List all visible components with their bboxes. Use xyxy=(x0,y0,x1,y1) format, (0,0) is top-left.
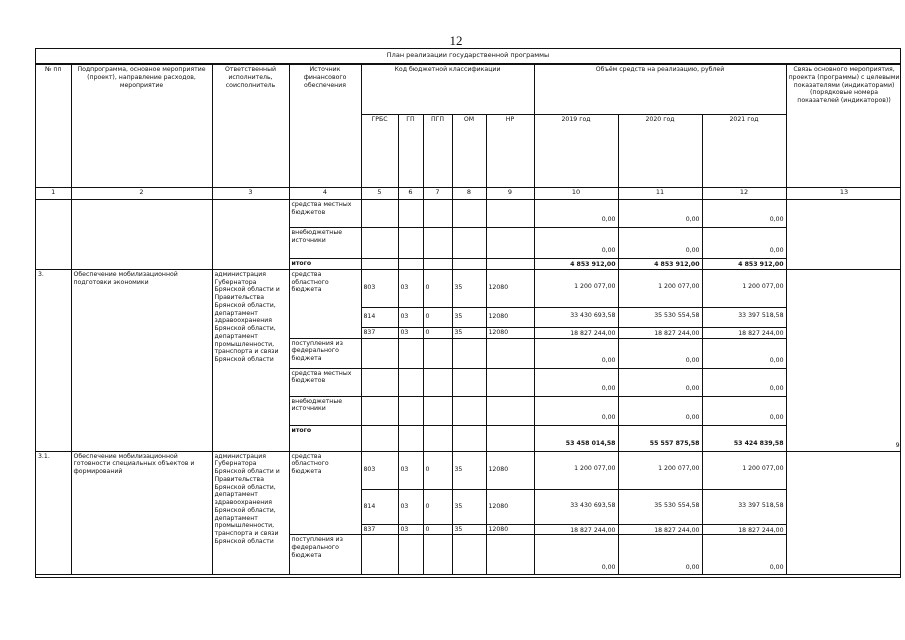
value-cell: 0,00 xyxy=(534,228,618,259)
value-cell: 0,00 xyxy=(534,338,618,368)
gp-cell: 03 xyxy=(398,451,423,489)
om-cell: 35 xyxy=(452,489,486,524)
header-num: № пп xyxy=(36,65,71,188)
source-extra: внебюджетные источники xyxy=(289,396,361,425)
gp-cell: 03 xyxy=(398,327,423,338)
value-cell: 0,00 xyxy=(534,200,618,228)
value-cell: 33 397 518,58 xyxy=(702,307,786,327)
column-number: 8 xyxy=(452,188,486,200)
value-cell: 1 200 077,00 xyxy=(702,451,786,489)
item-name: Обеспечение мобилизационной подготовки экономики xyxy=(71,269,212,451)
value-cell: 0,00 xyxy=(534,368,618,396)
header-row-1 xyxy=(36,65,901,115)
column-number: 9 xyxy=(486,188,534,200)
value-cell: 1 200 077,00 xyxy=(702,269,786,307)
value-cell: 0,00 xyxy=(618,338,702,368)
header-year-2019: 2019 год xyxy=(534,115,618,188)
source-federal: поступления из федерального бюджета xyxy=(289,535,361,575)
item-responsible: администрация Губернатора Брянской области и Правительства Брянской области, департамент здравоохранения Брянской области, департамент промышленности, транспорта и связи Брянской области xyxy=(212,451,289,575)
column-number: 13 xyxy=(786,188,901,200)
pgp-cell: 0 xyxy=(423,269,452,307)
plan-title: План реализации государственной программы xyxy=(36,49,900,64)
pgp-cell: 0 xyxy=(423,307,452,327)
total-value: 4 853 912,00 xyxy=(618,259,702,270)
value-cell: 1 200 077,00 xyxy=(534,451,618,489)
source-local: средства местных бюджетов xyxy=(289,200,361,228)
item-name: Обеспечение мобилизационной готовности специальных объектов и формирований xyxy=(71,451,212,575)
om-cell: 35 xyxy=(452,327,486,338)
nr-cell: 12080 xyxy=(486,489,534,524)
nr-cell: 12080 xyxy=(486,327,534,338)
source-federal: поступления из федерального бюджета xyxy=(289,338,361,368)
column-number: 7 xyxy=(423,188,452,200)
value-cell: 0,00 xyxy=(618,535,702,575)
grbs-cell: 803 xyxy=(361,269,398,307)
total-value: 55 557 875,58 xyxy=(618,425,702,451)
header-source: Источник финансового обеспечения xyxy=(289,65,361,188)
column-number: 4 xyxy=(289,188,361,200)
source-regional: средства областного бюджета xyxy=(289,451,361,535)
nr-cell: 12080 xyxy=(486,524,534,535)
value-cell: 0,00 xyxy=(618,228,702,259)
value-cell: 0,00 xyxy=(702,368,786,396)
page-number: 12 xyxy=(449,33,463,48)
column-number: 3 xyxy=(212,188,289,200)
header-responsible: Ответственный исполнитель, соисполнитель xyxy=(212,65,289,188)
indicator-number: 9 xyxy=(786,269,901,451)
header-budget-code: Код бюджетной классификации xyxy=(361,65,534,115)
header-year-2021: 2021 год xyxy=(702,115,786,188)
source-regional: средства областного бюджета xyxy=(289,269,361,338)
value-cell: 18 827 244,00 xyxy=(702,524,786,535)
value-cell: 0,00 xyxy=(618,396,702,425)
source-local: средства местных бюджетов xyxy=(289,368,361,396)
column-number: 5 xyxy=(361,188,398,200)
value-cell: 0,00 xyxy=(702,200,786,228)
gp-cell: 03 xyxy=(398,269,423,307)
pgp-cell: 0 xyxy=(423,327,452,338)
header-nr: НР xyxy=(486,115,534,188)
value-cell: 18 827 244,00 xyxy=(618,524,702,535)
value-cell: 1 200 077,00 xyxy=(618,269,702,307)
value-cell: 18 827 244,00 xyxy=(702,327,786,338)
total-label: итого xyxy=(289,425,361,451)
nr-cell: 12080 xyxy=(486,307,534,327)
value-cell: 33 430 693,58 xyxy=(534,489,618,524)
total-label: итого xyxy=(289,259,361,270)
item-number: 3. xyxy=(36,269,71,451)
column-number: 2 xyxy=(71,188,212,200)
gp-cell: 03 xyxy=(398,489,423,524)
gp-cell: 03 xyxy=(398,307,423,327)
column-number: 12 xyxy=(702,188,786,200)
header-pgp: ПГП xyxy=(423,115,452,188)
nr-cell: 12080 xyxy=(486,269,534,307)
om-cell: 35 xyxy=(452,524,486,535)
item-responsible: администрация Губернатора Брянской области и Правительства Брянской области, департамент здравоохранения Брянской области, департамент промышленности, транспорта и связи Брянской области xyxy=(212,269,289,451)
program-plan-sheet xyxy=(35,48,901,578)
grbs-cell: 814 xyxy=(361,307,398,327)
column-number: 11 xyxy=(618,188,702,200)
header-om: ОМ xyxy=(452,115,486,188)
value-cell: 18 827 244,00 xyxy=(534,327,618,338)
item-number: 3.1. xyxy=(36,451,71,575)
header-gp: ГП xyxy=(398,115,423,188)
value-cell: 0,00 xyxy=(702,396,786,425)
pgp-cell: 0 xyxy=(423,524,452,535)
table-row xyxy=(36,269,901,307)
header-grbs: ГРБС xyxy=(361,115,398,188)
nr-cell: 12080 xyxy=(486,451,534,489)
source-extra: внебюджетные источники xyxy=(289,228,361,259)
value-cell: 33 397 518,58 xyxy=(702,489,786,524)
total-value: 53 424 839,58 xyxy=(702,425,786,451)
gp-cell: 03 xyxy=(398,524,423,535)
om-cell: 35 xyxy=(452,451,486,489)
header-year-2020: 2020 год xyxy=(618,115,702,188)
value-cell: 0,00 xyxy=(534,396,618,425)
table-row xyxy=(36,200,901,228)
value-cell: 1 200 077,00 xyxy=(618,451,702,489)
value-cell: 0,00 xyxy=(702,338,786,368)
grbs-cell: 837 xyxy=(361,327,398,338)
pgp-cell: 0 xyxy=(423,489,452,524)
total-value: 4 853 912,00 xyxy=(702,259,786,270)
value-cell: 0,00 xyxy=(618,368,702,396)
value-cell: 0,00 xyxy=(618,200,702,228)
column-number: 6 xyxy=(398,188,423,200)
header-indicator-link: Связь основного мероприятия, проекта (программы) с целевыми показателями (индикаторами) (порядковые номера показателей (индикаторов)) xyxy=(786,65,901,188)
value-cell: 18 827 244,00 xyxy=(534,524,618,535)
value-cell: 0,00 xyxy=(534,535,618,575)
value-cell: 0,00 xyxy=(702,535,786,575)
plan-table xyxy=(36,64,901,575)
column-number: 1 xyxy=(36,188,71,200)
value-cell: 1 200 077,00 xyxy=(534,269,618,307)
grbs-cell: 803 xyxy=(361,451,398,489)
header-volume: Объём средств на реализацию, рублей xyxy=(534,65,786,115)
om-cell: 35 xyxy=(452,307,486,327)
value-cell: 18 827 244,00 xyxy=(618,327,702,338)
total-value: 53 458 014,58 xyxy=(534,425,618,451)
value-cell: 35 530 554,58 xyxy=(618,489,702,524)
grbs-cell: 837 xyxy=(361,524,398,535)
header-subprogram: Подпрограмма, основное мероприятие (проект), направление расходов, мероприятие xyxy=(71,65,212,188)
column-number-row xyxy=(36,188,901,200)
column-number: 10 xyxy=(534,188,618,200)
om-cell: 35 xyxy=(452,269,486,307)
total-value: 4 853 912,00 xyxy=(534,259,618,270)
value-cell: 33 430 693,58 xyxy=(534,307,618,327)
value-cell: 35 530 554,58 xyxy=(618,307,702,327)
pgp-cell: 0 xyxy=(423,451,452,489)
table-row xyxy=(36,451,901,489)
grbs-cell: 814 xyxy=(361,489,398,524)
value-cell: 0,00 xyxy=(702,228,786,259)
